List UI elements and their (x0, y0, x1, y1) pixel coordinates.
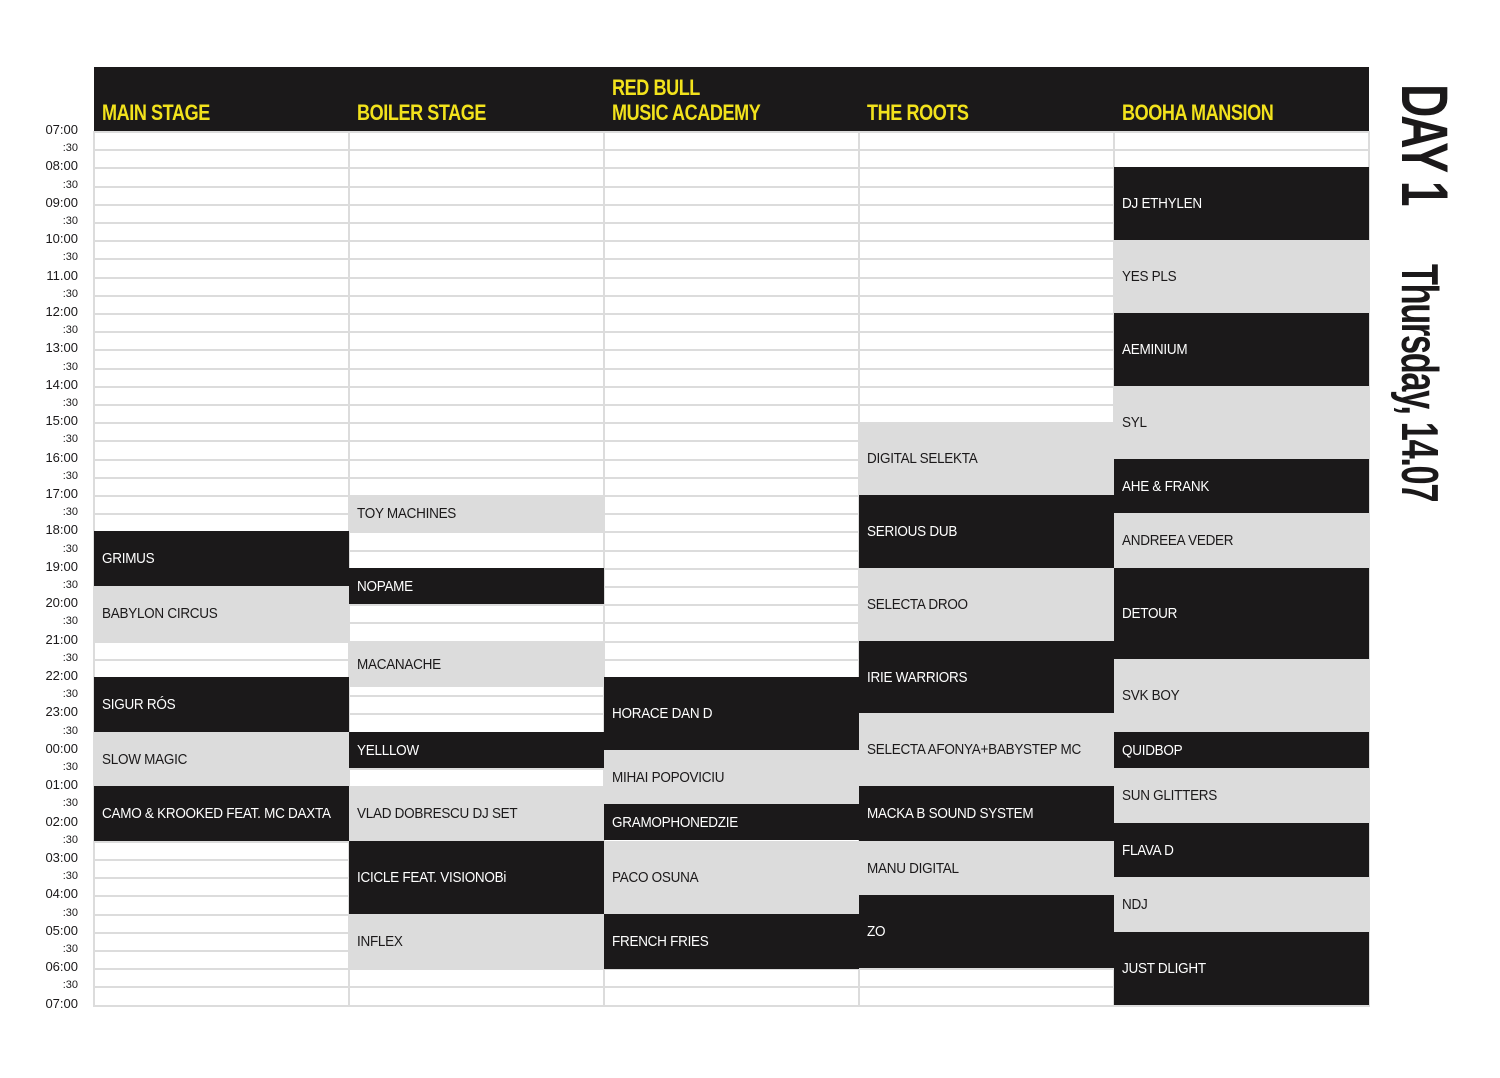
artist-name: ICICLE FEAT. VISIONOBi (357, 869, 507, 886)
performance-slot (859, 495, 1114, 568)
artist-name: AHE & FRANK (1122, 478, 1210, 495)
performance-slot (1114, 732, 1369, 768)
time-label: :30 (62, 761, 78, 773)
artist-name: YES PLS (1122, 268, 1177, 285)
time-label: 21:00 (45, 632, 78, 647)
artist-name: SIGUR RÓS (102, 696, 176, 713)
time-label: :30 (62, 142, 78, 154)
artist-name: SLOW MAGIC (102, 751, 188, 768)
performance-slot (604, 914, 859, 969)
time-label: 22:00 (45, 668, 78, 683)
artist-name: TOY MACHINES (357, 504, 457, 522)
time-label: :30 (62, 215, 78, 227)
artist-name: DETOUR (1122, 605, 1178, 622)
time-label: :30 (62, 652, 78, 664)
time-label: 20:00 (45, 595, 78, 610)
time-label: :30 (62, 543, 78, 555)
performance-slot (1114, 513, 1369, 568)
time-label: :30 (62, 506, 78, 518)
artist-name: FRENCH FRIES (612, 933, 709, 950)
artist-name: ZO (867, 923, 886, 940)
performance-slot (1114, 659, 1369, 732)
performance-slot (1114, 167, 1369, 240)
time-label: :30 (62, 907, 78, 919)
grid-line (94, 131, 1369, 133)
performance-slot (859, 841, 1114, 896)
stage-header-2 (604, 67, 859, 131)
performance-slot (94, 677, 349, 732)
grid-line (94, 149, 1369, 151)
time-label: :30 (62, 579, 78, 591)
performance-slot (349, 914, 604, 969)
performance-slot (349, 841, 604, 914)
grid-line (94, 1005, 1369, 1007)
stage-name-line: RED BULL (612, 75, 700, 100)
performance-slot (1114, 568, 1369, 659)
time-label: 05:00 (45, 923, 78, 938)
performance-slot (1114, 823, 1369, 878)
artist-name: MACANACHE (357, 655, 441, 673)
artist-name: SELECTA DROO (867, 596, 968, 613)
performance-slot (349, 786, 604, 841)
time-label: 16:00 (45, 450, 78, 465)
artist-name: JUST DLIGHT (1122, 960, 1206, 977)
time-label: :30 (62, 251, 78, 263)
stage-header-4 (1114, 67, 1369, 131)
time-label: :30 (62, 288, 78, 300)
artist-name: GRAMOPHONEDZIE (612, 813, 738, 831)
performance-slot (349, 568, 604, 604)
artist-name: MIHAI POPOVICIU (612, 769, 725, 786)
artist-name: NOPAME (357, 577, 413, 595)
time-label: :30 (62, 433, 78, 445)
performance-slot (349, 495, 604, 531)
artist-name: VLAD DOBRESCU DJ SET (357, 805, 518, 822)
time-label: 15:00 (45, 413, 78, 428)
time-label: :30 (62, 361, 78, 373)
time-label: 14:00 (45, 377, 78, 392)
performance-slot (604, 750, 859, 805)
artist-name: QUIDBOP (1122, 741, 1183, 759)
stage-name-line: MAIN STAGE (102, 100, 210, 125)
performance-slot (1114, 459, 1369, 514)
performance-slot (1114, 386, 1369, 459)
time-label: 04:00 (45, 886, 78, 901)
artist-name: SERIOUS DUB (867, 523, 958, 540)
performance-slot (1114, 313, 1369, 386)
stage-header-3 (859, 67, 1114, 131)
time-label: 23:00 (45, 704, 78, 719)
day-title (1380, 84, 1462, 502)
time-label: 07:00 (45, 122, 78, 137)
performance-slot (859, 422, 1114, 495)
artist-name: CAMO & KROOKED FEAT. MC DAXTA (102, 805, 331, 822)
time-label: 17:00 (45, 486, 78, 501)
artist-name: PACO OSUNA (612, 869, 699, 886)
time-label: :30 (62, 397, 78, 409)
artist-name: ANDREEA VEDER (1122, 532, 1234, 549)
artist-name: IRIE WARRIORS (867, 669, 968, 686)
performance-slot (349, 641, 604, 687)
time-label: :30 (62, 943, 78, 955)
stage-name-line: THE ROOTS (867, 100, 969, 125)
performance-slot (1114, 932, 1369, 1005)
performance-slot (859, 895, 1114, 968)
time-label: :30 (62, 834, 78, 846)
artist-name: NDJ (1122, 896, 1148, 913)
stage-name-line: BOOHA MANSION (1122, 100, 1274, 125)
performance-slot (94, 732, 349, 787)
time-label: 09:00 (45, 195, 78, 210)
artist-name: AEMINIUM (1122, 341, 1188, 358)
performance-slot (1114, 240, 1369, 313)
time-label: 11.00 (46, 268, 78, 283)
day-label: DAY 1 (1388, 84, 1462, 205)
performance-slot (604, 841, 859, 914)
stage-header-1 (349, 67, 604, 131)
time-label: :30 (62, 615, 78, 627)
artist-name: MANU DIGITAL (867, 860, 959, 877)
performance-slot (859, 641, 1114, 714)
artist-name: SUN GLITTERS (1122, 787, 1218, 804)
artist-name: FLAVA D (1122, 842, 1174, 859)
performance-slot (1114, 768, 1369, 823)
time-label: 06:00 (45, 959, 78, 974)
artist-name: SVK BOY (1122, 687, 1180, 704)
performance-slot (94, 586, 349, 641)
time-label: :30 (62, 688, 78, 700)
artist-name: BABYLON CIRCUS (102, 605, 218, 622)
artist-name: GRIMUS (102, 550, 155, 567)
stage-name-line: MUSIC ACADEMY (612, 100, 761, 125)
time-label: 01:00 (45, 777, 78, 792)
time-label: 18:00 (45, 522, 78, 537)
performance-slot (859, 568, 1114, 641)
time-label: :30 (62, 179, 78, 191)
performance-slot (94, 531, 349, 586)
time-label: :30 (62, 725, 78, 737)
stage-header-0 (94, 67, 349, 131)
time-label: :30 (62, 979, 78, 991)
date-label: Thursday, 14.07 (1390, 264, 1448, 502)
artist-name: INFLEX (357, 933, 403, 950)
artist-name: SYL (1122, 414, 1147, 431)
time-label: :30 (62, 470, 78, 482)
time-label: 02:00 (45, 814, 78, 829)
time-label: 12:00 (45, 304, 78, 319)
time-label: :30 (62, 797, 78, 809)
time-label: 08:00 (45, 158, 78, 173)
performance-slot (859, 786, 1114, 841)
time-label: 13:00 (45, 340, 78, 355)
time-label: 07:00 (45, 996, 78, 1011)
time-label: :30 (62, 324, 78, 336)
artist-name: DJ ETHYLEN (1122, 195, 1202, 212)
artist-name: MACKA B SOUND SYSTEM (867, 805, 1034, 822)
performance-slot (94, 786, 349, 841)
artist-name: DIGITAL SELEKTA (867, 450, 978, 467)
artist-name: YELLLOW (357, 741, 419, 759)
performance-slot (859, 713, 1114, 786)
artist-name: HORACE DAN D (612, 705, 713, 722)
performance-slot (1114, 877, 1369, 932)
time-label: :30 (62, 870, 78, 882)
performance-slot (604, 677, 859, 750)
performance-slot (349, 732, 604, 768)
performance-slot (604, 804, 859, 840)
time-label: 03:00 (45, 850, 78, 865)
time-label: 10:00 (45, 231, 78, 246)
stage-name-line: BOILER STAGE (357, 100, 487, 125)
time-label: 19:00 (45, 559, 78, 574)
time-label: 00:00 (45, 741, 78, 756)
artist-name: SELECTA AFONYA+BABYSTEP MC (867, 741, 1081, 758)
